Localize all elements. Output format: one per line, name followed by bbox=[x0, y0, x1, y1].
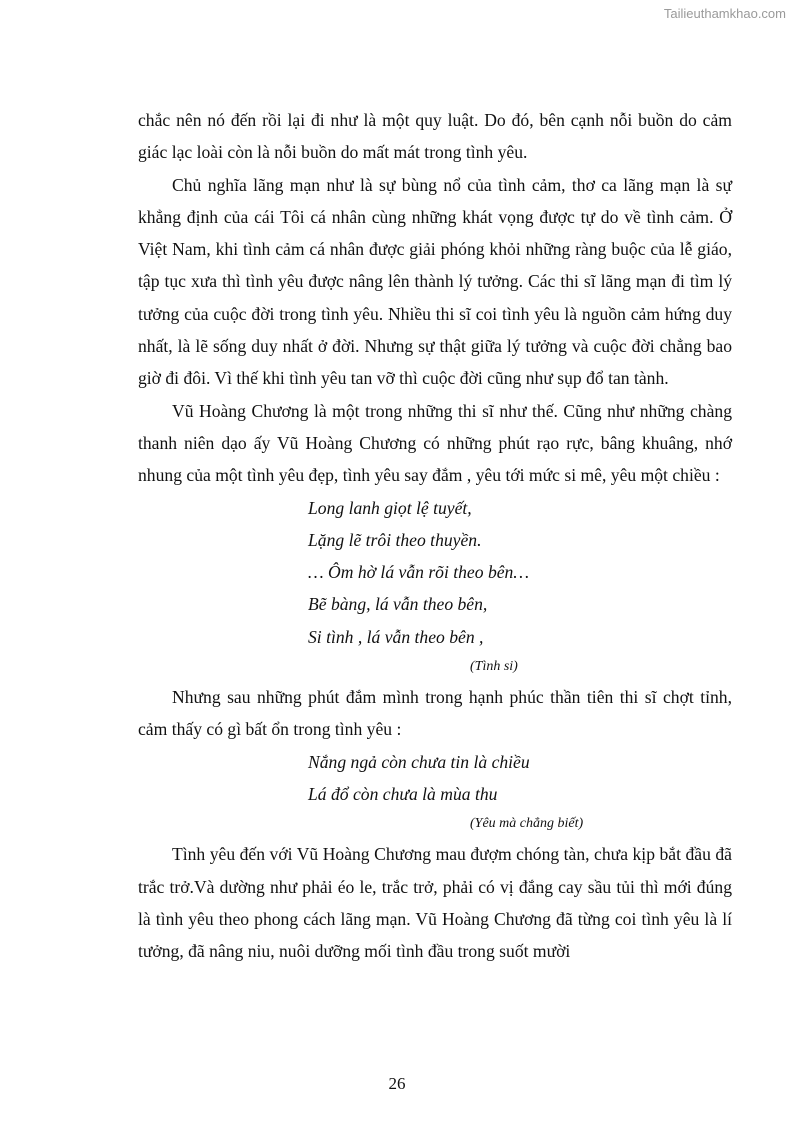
poem-line: Si tình , lá vẫn theo bên , bbox=[308, 626, 484, 647]
poem-line: … Ôm hờ lá vẫn rõi theo bên… bbox=[308, 562, 529, 583]
paragraph-3: Vũ Hoàng Chương là một trong những thi sĩ như thế. Cũng như những chàng thanh niên dạo ấy Vũ Hoàng Chương có những phút rạo rực, bâng khuâng, nhớ nhung của một tình yêu đẹp, tình yêu say đắm , yêu tới mức si mê, yêu một chiều : bbox=[138, 400, 732, 486]
paragraph-4: Nhưng sau những phút đắm mình trong hạnh phúc thần tiên thi sĩ chợt tỉnh, cảm thấy có gì bất ổn trong tình yêu : bbox=[138, 687, 732, 740]
poem-line: Lá đổ còn chưa là mùa thu bbox=[308, 783, 498, 804]
paragraph-2: Chủ nghĩa lãng mạn như là sự bùng nổ của tình cảm, thơ ca lãng mạn là sự khẳng định của cái Tôi cá nhân cùng những khát vọng được tự do về tình cảm. Ở Việt Nam, khi tình cảm cá nhân được giải phóng khỏi những ràng buộc của lễ giáo, tập tục xưa thì tình yêu được nâng lên thành lý tưởng. Các thi sĩ lãng mạn đi tìm lý tưởng của cuộc đời trong tình yêu. Nhiều thi sĩ coi tình yêu là nguồn cảm hứng duy nhất, là lẽ sống duy nhất ở đời. Nhưng sự thật giữa lý tưởng và cuộc đời chẳng bao giờ đi đôi. Vì thế khi tình yêu tan vỡ thì cuộc đời cũng như sụp đổ tan tành. bbox=[138, 174, 732, 389]
poem-source: (Yêu mà chẳng biết) bbox=[470, 816, 584, 832]
page-number: 26 bbox=[388, 1074, 406, 1093]
poem-source: (Tình si) bbox=[470, 659, 518, 675]
poem-line: Lặng lẽ trôi theo thuyền. bbox=[308, 529, 482, 550]
paragraph-1: chắc nên nó đến rồi lại đi như là một quy luật. Do đó, bên cạnh nỗi buồn do cảm giác lạc loài còn là nỗi buồn do mất mát trong tình yêu. bbox=[138, 110, 732, 163]
poem-line: Bẽ bàng, lá vẫn theo bên, bbox=[308, 594, 488, 615]
page-body bbox=[138, 104, 732, 967]
poem-line: Long lanh giọt lệ tuyết, bbox=[308, 497, 472, 518]
watermark: Tailieuthamkhao.com bbox=[663, 6, 786, 21]
poem-line: Nắng ngả còn chưa tin là chiều bbox=[308, 751, 530, 772]
poem-yeu-ma-chang-biet bbox=[138, 746, 732, 811]
paragraph-5: Tình yêu đến với Vũ Hoàng Chương mau đượm chóng tàn, chưa kịp bắt đầu đã trắc trở.Và dường như phải éo le, trắc trở, phải có vị đắng cay sầu tủi thì mới đúng là tình yêu theo phong cách lãng mạn. Vũ Hoàng Chương đã từng coi tình yêu là lí tưởng, đã nâng niu, nuôi dưỡng mối tình đầu trong suốt mười bbox=[138, 844, 732, 962]
poem-tinh-si bbox=[138, 492, 732, 653]
